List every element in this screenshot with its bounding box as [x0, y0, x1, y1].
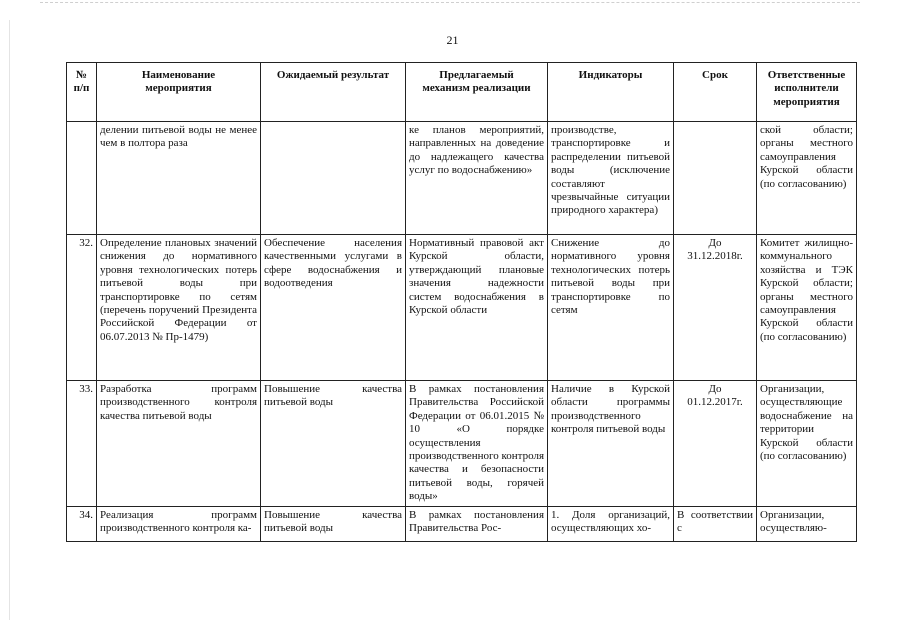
row-deadline: До 31.12.2018г. — [674, 235, 757, 381]
header-row — [67, 63, 857, 122]
header-deadline: Срок — [674, 63, 757, 122]
row-result: Повышение качества питьевой воды — [261, 506, 406, 541]
row-result — [261, 122, 406, 235]
row-name: делении питьевой воды не менее чем в полтора раза — [97, 122, 261, 235]
row-result: Повышение качества питьевой воды — [261, 381, 406, 507]
header-result: Ожидаемый результат — [261, 63, 406, 122]
table-row — [67, 381, 857, 507]
row-deadline — [674, 122, 757, 235]
row-num — [67, 122, 97, 235]
row-deadline: До 01.12.2017г. — [674, 381, 757, 507]
row-num: 33. — [67, 381, 97, 507]
row-responsible: ской области; органы местного самоуправления Курской области (по согласованию) — [757, 122, 857, 235]
header-name: Наименование мероприятия — [97, 63, 261, 122]
table-row — [67, 506, 857, 541]
row-responsible: Организации, осуществляю- — [757, 506, 857, 541]
header-responsible: Ответственные исполнители мероприятия — [757, 63, 857, 122]
scan-edge-left — [9, 20, 10, 620]
header-num: № п/п — [67, 63, 97, 122]
header-indicators: Индикаторы — [548, 63, 674, 122]
row-indicators: производстве, транспортировке и распределении питьевой воды (исключение составляют чрезвычайные ситуации природного характера) — [548, 122, 674, 235]
scan-edge-top — [40, 2, 860, 3]
row-name: Определение плановых значений снижения до нормативного уровня технологических потерь питьевой воды при транспортировке по сетям (перечень поручений Президента Российской Федерации от 06.07.2013 № Пр-1479) — [97, 235, 261, 381]
row-name: Разработка программ производственного контроля качества питьевой воды — [97, 381, 261, 507]
row-mechanism: В рамках постановления Правительства Рос- — [406, 506, 548, 541]
row-mechanism: В рамках постановления Правительства Российской Федерации от 06.01.2015 № 10 «О порядке осуществления производственного контроля качества и безопасности питьевой воды, горячей воды» — [406, 381, 548, 507]
row-deadline: В соответствии с — [674, 506, 757, 541]
row-responsible: Организации, осуществляющие водоснабжение на территории Курской области (по согласованию) — [757, 381, 857, 507]
measures-table — [66, 62, 857, 542]
row-num: 34. — [67, 506, 97, 541]
row-indicators: Наличие в Курской области программы производственного контроля питьевой воды — [548, 381, 674, 507]
row-mechanism: ке планов мероприятий, направленных на доведение до надлежащего качества услуг по водоснабжению» — [406, 122, 548, 235]
row-num: 32. — [67, 235, 97, 381]
row-result: Обеспечение населения качественными услугами в сфере водоснабжения и водоотведения — [261, 235, 406, 381]
row-responsible: Комитет жилищно-коммунального хозяйства и ТЭК Курской области; органы местного самоуправления Курской области (по согласованию) — [757, 235, 857, 381]
row-indicators: Снижение до нормативного уровня технологических потерь питьевой воды при транспортировке по сетям — [548, 235, 674, 381]
row-indicators: 1. Доля организаций, осуществляющих хо- — [548, 506, 674, 541]
row-mechanism: Нормативный правовой акт Курской области, утверждающий плановые значения надежности систем водоснабжения в Курской области — [406, 235, 548, 381]
header-mechanism: Предлагаемый механизм реализации — [406, 63, 548, 122]
table-row — [67, 235, 857, 381]
row-name: Реализация программ производственного контроля ка- — [97, 506, 261, 541]
table-row — [67, 122, 857, 235]
page-number: 21 — [446, 33, 459, 47]
